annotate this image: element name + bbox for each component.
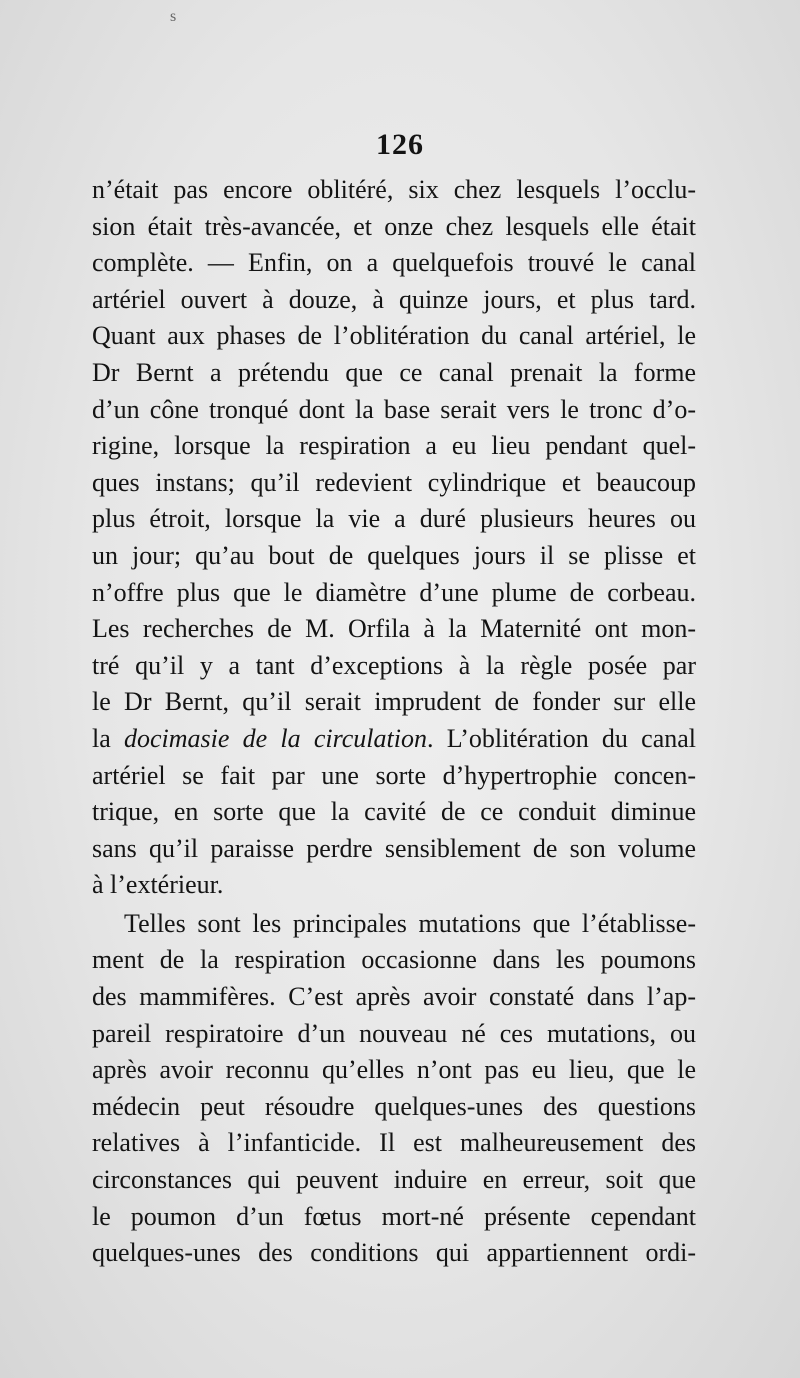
text-line: Dr Bernt a prétendu que ce canal prenait la forme bbox=[92, 357, 696, 387]
text-line: artériel se fait par une sorte d’hypertrophie concen- bbox=[92, 760, 696, 790]
text-line: complète. — Enfin, on a quelquefois trouvé le canal bbox=[92, 248, 696, 278]
text-line: trique, en sorte que la cavité de ce conduit diminue bbox=[92, 797, 696, 827]
text-line: relatives à l’infanticide. Il est malheureusement des bbox=[92, 1128, 696, 1158]
corner-mark: s bbox=[170, 8, 177, 25]
paragraph-2 bbox=[92, 906, 696, 1272]
paragraph-1 bbox=[92, 172, 696, 904]
text-line: le poumon d’un fœtus mort-né présente cependant bbox=[92, 1201, 696, 1231]
text-line: pareil respiratoire d’un nouveau né ces mutations, ou bbox=[92, 1018, 696, 1048]
text-line: un jour; qu’au bout de quelques jours il se plisse et bbox=[92, 540, 696, 570]
page-number: 126 bbox=[376, 128, 424, 161]
text-line: après avoir reconnu qu’elles n’ont pas eu lieu, que le bbox=[92, 1055, 696, 1085]
text-line: quelques-unes des conditions qui appartiennent ordi- bbox=[92, 1238, 696, 1268]
text-line: Quant aux phases de l’oblitération du canal artériel, le bbox=[92, 321, 696, 351]
text-line: tré qu’il y a tant d’exceptions à la règle posée par bbox=[92, 650, 696, 680]
text-line: n’offre plus que le diamètre d’une plume de corbeau. bbox=[92, 577, 696, 607]
text-line: rigine, lorsque la respiration a eu lieu pendant quel- bbox=[92, 431, 696, 461]
text-line: sans qu’il paraisse perdre sensiblement de son volume bbox=[92, 833, 696, 863]
text-line: Telles sont les principales mutations que l’établisse- bbox=[124, 908, 696, 938]
text-line: à l’extérieur. bbox=[92, 870, 224, 900]
italic-term: docimasie de la circulation bbox=[124, 723, 427, 753]
text-line: artériel ouvert à douze, à quinze jours, et plus tard. bbox=[92, 284, 696, 314]
text-line: des mammifères. C’est après avoir constaté dans l’ap- bbox=[92, 982, 696, 1012]
text-line: le Dr Bernt, qu’il serait imprudent de fonder sur elle bbox=[92, 687, 696, 717]
text-line: d’un cône tronqué dont la base serait vers le tronc d’o- bbox=[92, 394, 696, 424]
text-line: médecin peut résoudre quelques-unes des questions bbox=[92, 1091, 696, 1121]
text-segment: la bbox=[92, 723, 124, 753]
text-segment: . L’oblitération du canal bbox=[426, 723, 697, 753]
text-line: circonstances qui peuvent induire en erreur, soit que bbox=[92, 1165, 696, 1195]
text-line: sion était très-avancée, et onze chez lesquels elle était bbox=[92, 211, 696, 241]
text-line: n’était pas encore oblitéré, six chez lesquels l’occlu- bbox=[92, 175, 696, 204]
text-line-with-italic bbox=[92, 721, 696, 758]
text-line: ques instans; qu’il redevient cylindrique et beaucoup bbox=[92, 467, 696, 497]
body-text bbox=[92, 172, 696, 1272]
text-line: Les recherches de M. Orfila à la Maternité ont mon- bbox=[92, 614, 696, 644]
text-line: ment de la respiration occasionne dans les poumons bbox=[92, 945, 696, 975]
text-line: plus étroit, lorsque la vie a duré plusieurs heures ou bbox=[92, 504, 696, 534]
